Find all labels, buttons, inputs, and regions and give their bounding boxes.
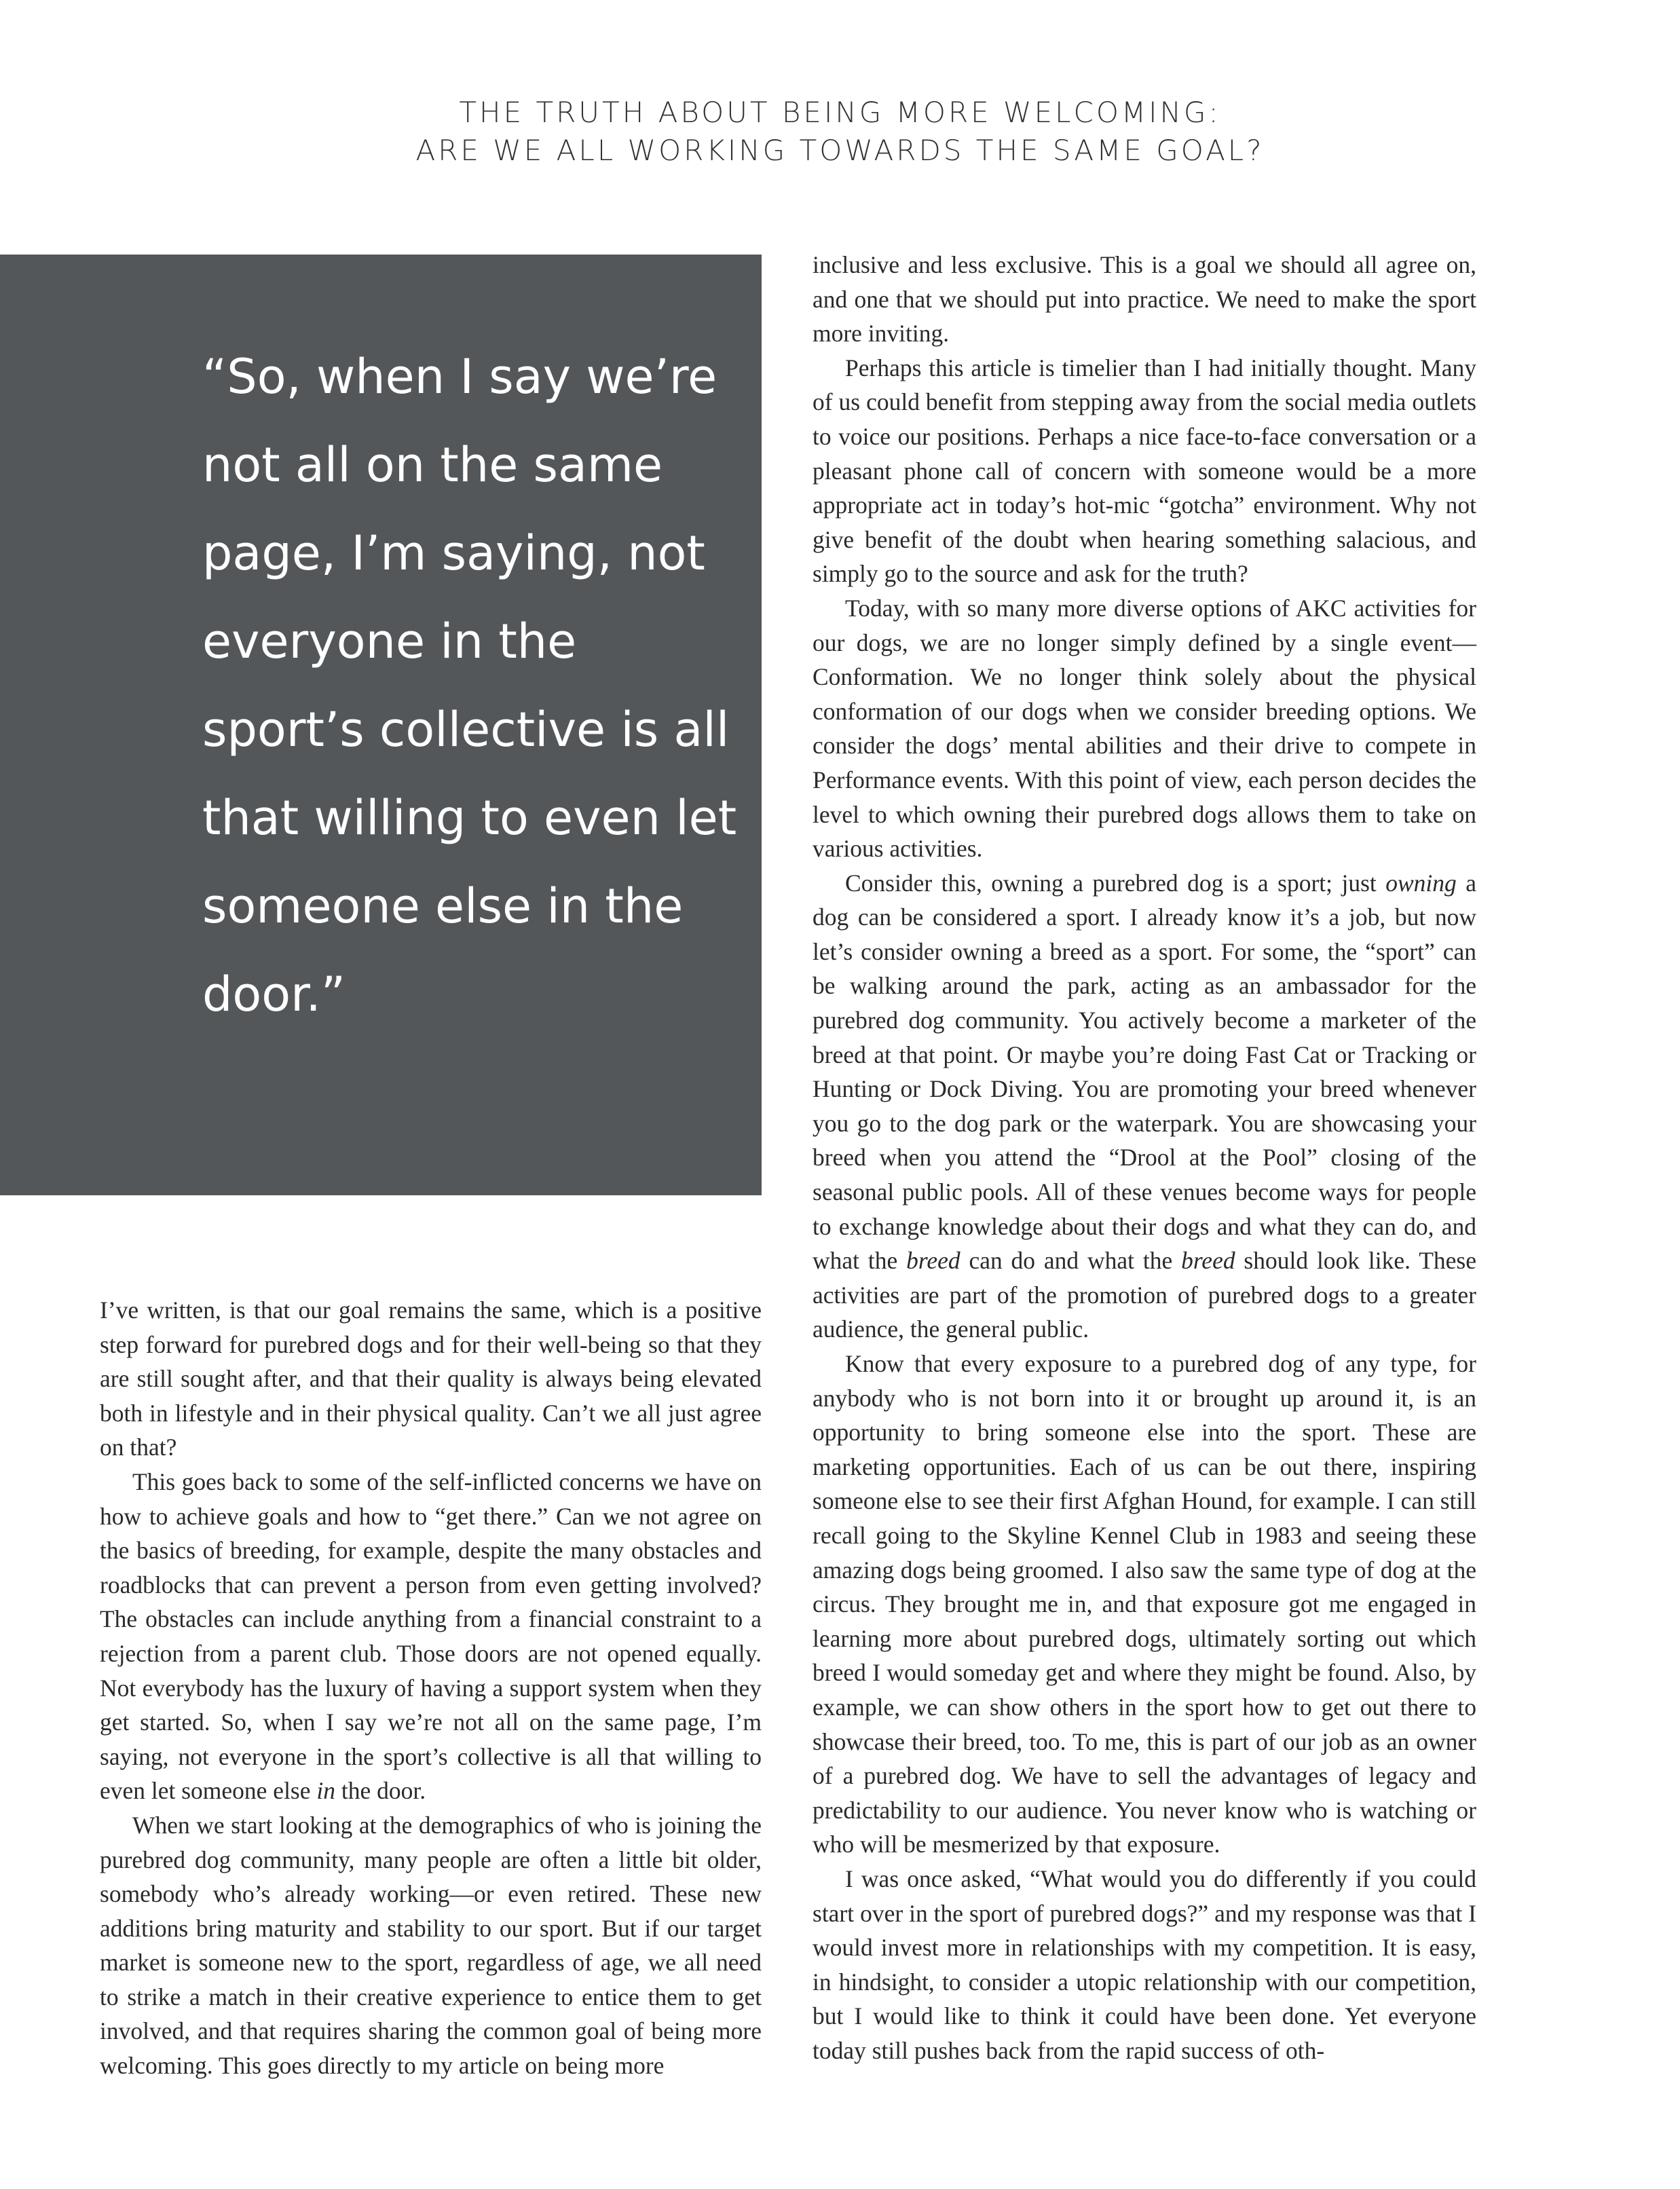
text-run: Consider this, owning a purebred dog is a sport; just xyxy=(845,869,1386,897)
paragraph: When we start looking at the demographics of who is joining the purebred dog community, many people are often a little bit older, somebody who’s already working—or even retired. These new additions bring maturity and stability to our sport. But if our target market is someone new to the sport, regardless of age, we all need to strike a match in their creative experience to entice them to get involved, and that requires sharing the common goal of being more welcoming. This goes directly to my article on being more xyxy=(100,1811,762,2080)
emphasis: owning xyxy=(1385,869,1457,897)
emphasis: breed xyxy=(906,1247,960,1275)
emphasis: breed xyxy=(1181,1247,1235,1275)
left-column xyxy=(100,1293,762,2083)
paragraph xyxy=(100,1465,762,1808)
header-line-2: ARE WE ALL WORKING TOWARDS THE SAME GOAL? xyxy=(415,134,1265,167)
paragraph: Today, with so many more diverse options of AKC activities for our dogs, we are no longer simply defined by a single event—Conformation. We no longer think solely about the physical conformation of our dogs when we consider breeding options. We consider the dogs’ mental abilities and their drive to compete in Performance events. With this point of view, each person decides the level to which owning their purebred dogs allows them to take on various activities. xyxy=(813,594,1476,863)
paragraph: Perhaps this article is timelier than I had initially thought. Many of us could benefit from stepping away from the social media outlets to voice our positions. Perhaps a nice face-to-face conversation or a pleasant phone call of concern with someone would be a more appropriate act in today’s hot-mic “gotcha” environment. Why not give benefit of the doubt when hearing something salacious, and simply go to the source and ask for the truth? xyxy=(813,354,1476,588)
paragraph: I was once asked, “What would you do differently if you could start over in the sport of purebred dogs?” and my response was that I would invest more in relationships with my competition. It is easy, in hindsight, to consider a utopic relationship with our competition, but I would like to think it could have been done. Yet everyone today still pushes back from the rapid success of oth- xyxy=(813,1865,1476,2064)
text-run: the door. xyxy=(335,1777,426,1805)
text-run: can do and what the xyxy=(960,1247,1182,1275)
text-run: a dog can be considered a sport. I already know it’s a job, but now let’s consider owning a breed as a sport. For some, the “sport” can be walking around the park, acting as an ambassador for the purebred dog community. You actively become a marketer of the breed at that point. Or maybe you’re doing Fast Cat or Tracking or Hunting or Dock Diving. You are promoting your breed whenever you go to the dog park or the waterpark. You are showcasing your breed when you attend the “Drool at the Pool” closing of the seasonal public pools. All of these venues become ways for people to exchange knowledge about their dogs and what they can do, and what the xyxy=(813,869,1476,1275)
paragraph: I’ve written, is that our goal remains the same, which is a positive step forward for purebred dogs and for their well-being so that they are still sought after, and that their quality is always being elevated both in lifestyle and in their physical quality. Can’t we all just agree on that? xyxy=(100,1296,762,1461)
right-column xyxy=(813,248,1476,2068)
text-run: should look like. These activities are part of the promotion of purebred dogs to a greater audience, the general public. xyxy=(813,1247,1476,1343)
emphasis: in xyxy=(316,1777,336,1805)
paragraph: inclusive and less exclusive. This is a goal we should all agree on, and one that we should put into practice. We need to make the sport more inviting. xyxy=(813,251,1476,348)
paragraph xyxy=(813,866,1476,1347)
header-line-1: THE TRUTH ABOUT BEING MORE WELCOMING: xyxy=(459,96,1221,129)
pullquote-text: “So, when I say we’re not all on the same page, I’m saying, not everyone in the sport’s collective is all that willing to even let someone else in the door.” xyxy=(202,349,737,1022)
text-run: This goes back to some of the self-inflicted concerns we have on how to achieve goals and how to “get there.” Can we not agree on the basics of breeding, for example, despite the many obstacles and roadblocks that can prevent a person from even getting involved? The obstacles can include anything from a financial constraint to a rejection from a parent club. Those doors are not opened equally. Not everybody has the luxury of having a support system when they get started. So, when I say we’re not all on the same page, I’m saying, not everyone in the sport’s collective is all that willing to even let someone else xyxy=(100,1467,762,1805)
paragraph: Know that every exposure to a purebred dog of any type, for anybody who is not born into it or brought up around it, is an opportunity to bring someone else into the sport. These are marketing opportunities. Each of us can be out there, inspiring someone else to see their first Afghan Hound, for example. I can still recall going to the Skyline Kennel Club in 1983 and seeing these amazing dogs being groomed. I also saw the same type of dog at the circus. They brought me in, and that exposure got me engaged in learning more about purebred dogs, ultimately sorting out which breed I would someday get and where they might be found. Also, by example, we can show others in the sport how to get out there to showcase their breed, too. To me, this is part of our job as an owner of a purebred dog. We have to sell the advantages of legacy and predictability to our audience. You never know who is watching or who will be mesmerized by that exposure. xyxy=(813,1350,1476,1858)
running-header xyxy=(0,94,1680,170)
